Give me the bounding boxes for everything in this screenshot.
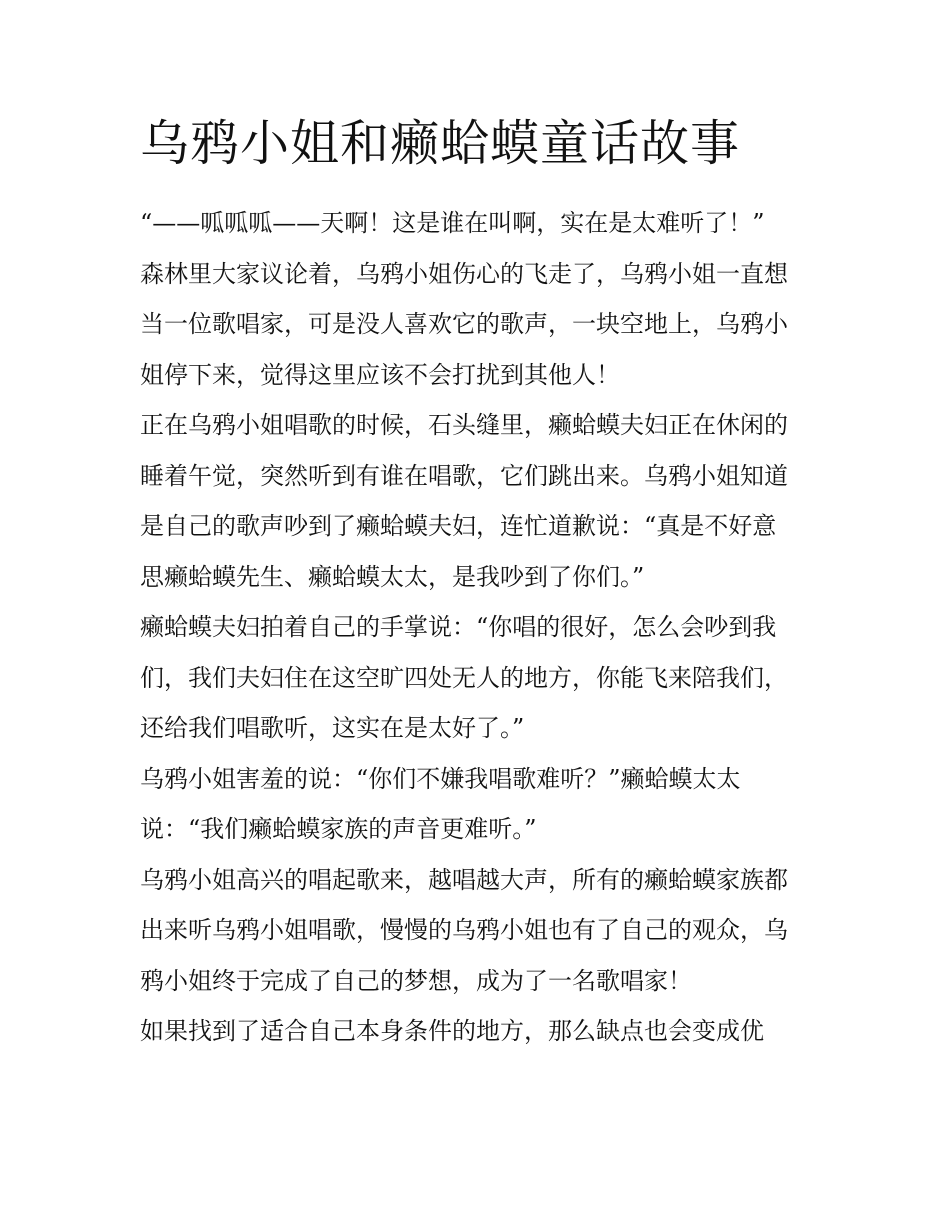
text-line: 是自己的歌声吵到了癞蛤蟆夫妇，连忙道歉说：“真是不好意: [140, 512, 777, 540]
paragraph: [140, 602, 820, 754]
paragraph: [140, 1006, 820, 1057]
text-line: “——呱呱呱——天啊！这是谁在叫啊，实在是太难听了！”: [140, 209, 765, 237]
text-line: 睡着午觉，突然听到有谁在唱歌，它们跳出来。乌鸦小姐知道: [140, 461, 788, 490]
text-line: 乌鸦小姐高兴的唱起歌来，越唱越大声，所有的癞蛤蟆家族都: [140, 865, 788, 894]
text-line: 说：“我们癞蛤蟆家族的声音更难听。”: [140, 815, 537, 843]
text-line: 当一位歌唱家，可是没人喜欢它的歌声，一块空地上，乌鸦小: [140, 310, 788, 338]
text-line: 们，我们夫妇住在这空旷四处无人的地方，你能飞来陪我们，: [140, 663, 788, 692]
paragraph: [140, 855, 820, 1007]
paragraph: [140, 754, 820, 855]
text-line: 乌鸦小姐害羞的说：“你们不嫌我唱歌难听？”癞蛤蟆太太: [140, 764, 741, 793]
text-line: 森林里大家议论着，乌鸦小姐伤心的飞走了，乌鸦小姐一直想: [140, 259, 788, 288]
text-line: 出来听乌鸦小姐唱歌，慢慢的乌鸦小姐也有了自己的观众，乌: [140, 916, 788, 944]
text-line: 还给我们唱歌听，这实在是太好了。”: [140, 714, 525, 742]
document-body: [140, 198, 820, 1057]
text-line: 姐停下来，觉得这里应该不会打扰到其他人！: [140, 360, 620, 389]
paragraph: [140, 198, 820, 400]
text-line: 思癞蛤蟆先生、癞蛤蟆太太，是我吵到了你们。”: [140, 562, 645, 591]
text-line: 如果找到了适合自己本身条件的地方，那么缺点也会变成优: [140, 1017, 764, 1045]
text-line: 癞蛤蟆夫妇拍着自己的手掌说：“你唱的很好，怎么会吵到我: [140, 613, 777, 641]
text-line: 正在乌鸦小姐唱歌的时候，石头缝里，癞蛤蟆夫妇正在休闲的: [140, 411, 788, 439]
document-title: 乌鸦小姐和癞蛤蟆童话故事: [140, 115, 741, 172]
text-line: 鸦小姐终于完成了自己的梦想，成为了一名歌唱家！: [140, 966, 692, 995]
paragraph: [140, 400, 820, 602]
